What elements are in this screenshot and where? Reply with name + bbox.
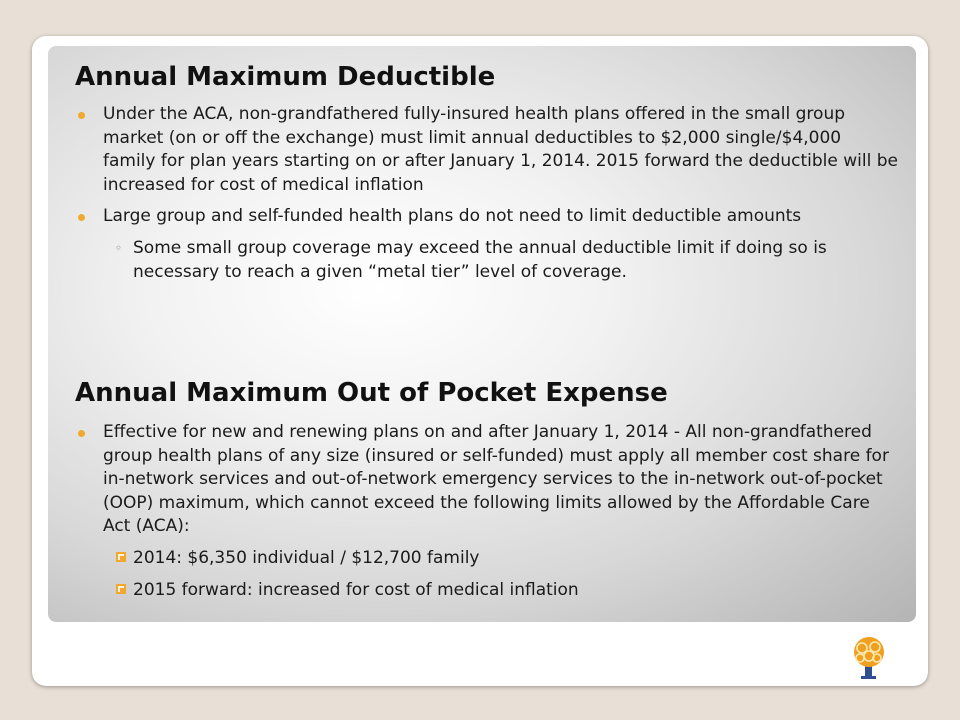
bullet-dot-icon xyxy=(78,112,85,119)
bullet-dot-icon xyxy=(78,430,85,437)
sub-bullet-text: Some small group coverage may exceed the annual deductible limit if doing so is necessary to reach a given “metal tier” level of coverage. xyxy=(133,237,827,282)
heading-annual-maximum-oop: Annual Maximum Out of Pocket Expense xyxy=(75,378,668,408)
bullet-dot-icon xyxy=(78,214,85,221)
bullet-item xyxy=(103,205,898,229)
sub-bullet-item xyxy=(115,237,898,284)
bullet-text: Large group and self-funded health plans do not need to limit deductible amounts xyxy=(103,206,802,227)
bullet-text: Under the ACA, non-grandfathered fully-insured health plans offered in the small group market (on or off the exchange) must limit annual deductibles to $2,000 single/$4,000 family for plan years starting on or after January 1, 2014. 2015 forward the deductible will be increased for cost of medical inflation xyxy=(103,104,898,195)
bullet-item xyxy=(103,103,898,197)
oop-bullet-list xyxy=(0,421,900,610)
sub-bullet-item xyxy=(133,579,898,603)
sub-bullet-item xyxy=(133,547,898,571)
bullet-item xyxy=(103,421,898,539)
checkbox-bullet-icon xyxy=(116,584,126,594)
deductible-bullet-list xyxy=(0,103,900,292)
sub-bullet-text: 2015 forward: increased for cost of medical inflation xyxy=(133,579,579,600)
heading-annual-maximum-deductible: Annual Maximum Deductible xyxy=(75,62,496,92)
sub-bullet-text: 2014: $6,350 individual / $12,700 family xyxy=(133,547,480,568)
tree-logo-icon xyxy=(846,636,892,682)
bullet-text: Effective for new and renewing plans on and after January 1, 2014 - All non-grandfathered group health plans of any size (insured or self-funded) must apply all member cost share for in-network services and out-of-network emergency services to the in-network out-of-pocket (OOP) maximum, which cannot exceed the following limits allowed by the Affordable Care Act (ACA): xyxy=(103,422,889,537)
checkbox-bullet-icon xyxy=(116,552,126,562)
ring-bullet-icon: ◦ xyxy=(115,240,123,255)
